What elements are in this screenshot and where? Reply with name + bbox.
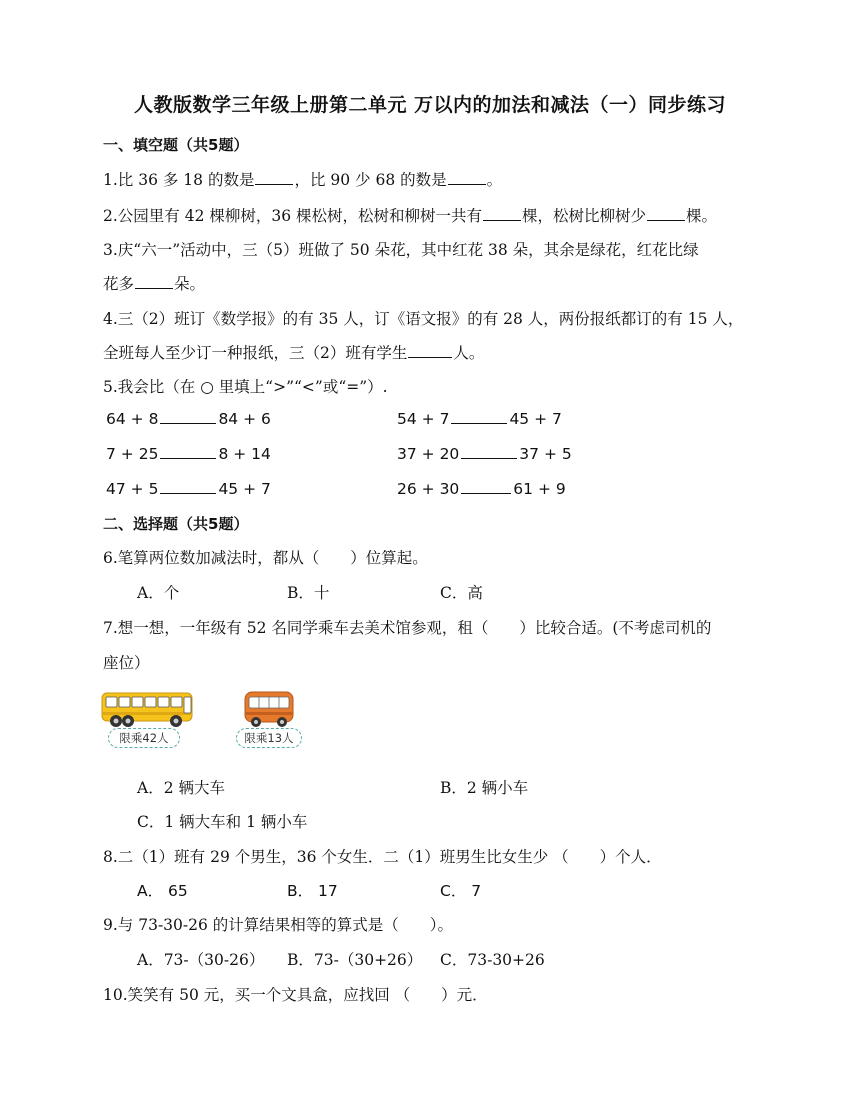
q2-text-a: 2.公园里有 42 棵柳树，36 棵松树，松树和柳树一共有: [103, 207, 483, 225]
compare-blank[interactable]: [461, 481, 511, 494]
compare-right: 37 + 5: [519, 445, 572, 463]
option-c[interactable]: C．高: [440, 584, 483, 602]
compare-item: [106, 410, 271, 428]
option-a[interactable]: A． 65: [137, 882, 188, 900]
compare-item: [106, 445, 271, 463]
option-b[interactable]: B． 17: [287, 882, 338, 900]
question-6: 6.笔算两位数加减法时，都从（ ）位算起。: [103, 549, 428, 567]
option-b[interactable]: B．73-（30+26）: [287, 951, 423, 969]
big-bus-icon: [100, 690, 196, 730]
compare-right: 45 + 7: [509, 410, 562, 428]
section-choice-heading: 二、选择题（共5题）: [103, 515, 249, 533]
option-c[interactable]: C．73-30+26: [440, 951, 545, 969]
compare-left: 47 + 5: [106, 480, 159, 498]
q1-text-b: ，比 90 少 68 的数是: [294, 171, 447, 189]
q4-text-a: 全班每人至少订一种报纸，三（2）班有学生: [103, 344, 408, 362]
big-bus-label: 限乘42人: [108, 728, 180, 748]
q4-text-b: 人。: [453, 344, 485, 362]
compare-item: [397, 480, 566, 498]
question-5-prompt: 5.我会比（在 ○ 里填上“>”“<”或“=”）.: [103, 378, 388, 396]
option-a[interactable]: A．个: [137, 584, 180, 602]
question-1: [103, 168, 502, 190]
question-7-line-2: 座位）: [103, 654, 150, 672]
answer-blank[interactable]: [448, 170, 486, 185]
question-10: 10.笑笑有 50 元，买一个文具盒，应找回 （ ）元．: [103, 986, 488, 1004]
compare-item: [397, 445, 572, 463]
question-2: [103, 204, 717, 226]
question-3-line-2: [103, 272, 205, 294]
question-3-line-1: 3.庆“六一”活动中，三（5）班做了 50 朵花，其中红花 38 朵，其余是绿花，红花比绿: [103, 241, 699, 259]
option-a[interactable]: A．2 辆大车: [137, 779, 225, 797]
q3-text-a: 花多: [103, 275, 135, 293]
compare-left: 7 + 25: [106, 445, 159, 463]
answer-blank[interactable]: [647, 206, 685, 221]
answer-blank[interactable]: [135, 274, 173, 289]
small-bus-icon: [236, 690, 306, 730]
compare-left: 37 + 20: [397, 445, 460, 463]
option-c[interactable]: C． 7: [440, 882, 482, 900]
q1-text-c: 。: [486, 171, 503, 189]
compare-blank[interactable]: [160, 481, 216, 494]
compare-left: 26 + 30: [397, 480, 460, 498]
question-4-line-1: 4.三（2）班订《数学报》的有 35 人，订《语文报》的有 28 人，两份报纸都订的有 15 人，: [103, 310, 744, 328]
option-c[interactable]: C．1 辆大车和 1 辆小车: [137, 813, 308, 831]
answer-blank[interactable]: [255, 170, 293, 185]
small-bus-label: 限乘13人: [236, 728, 302, 748]
option-a[interactable]: A．73-（30-26）: [137, 951, 265, 969]
compare-blank[interactable]: [451, 411, 507, 424]
compare-blank[interactable]: [461, 446, 517, 459]
question-4-line-2: [103, 341, 484, 363]
option-b[interactable]: B．十: [287, 584, 330, 602]
compare-left: 54 + 7: [397, 410, 450, 428]
compare-right: 84 + 6: [218, 410, 271, 428]
answer-blank[interactable]: [483, 206, 521, 221]
section-fill-heading: 一、填空题（共5题）: [103, 136, 249, 154]
small-bus-picture: [236, 690, 306, 750]
compare-blank[interactable]: [160, 411, 216, 424]
q2-text-c: 棵。: [686, 207, 718, 225]
question-9: 9.与 73-30-26 的计算结果相等的算式是（ ）。: [103, 916, 454, 934]
compare-left: 64 + 8: [106, 410, 159, 428]
compare-right: 45 + 7: [218, 480, 271, 498]
option-b[interactable]: B．2 辆小车: [440, 779, 529, 797]
question-7-line-1: 7.想一想，一年级有 52 名同学乘车去美术馆参观，租（ ）比较合适。(不考虑司机的: [103, 619, 712, 637]
compare-right: 61 + 9: [513, 480, 566, 498]
q1-text-a: 1.比 36 多 18 的数是: [103, 171, 255, 189]
answer-blank[interactable]: [408, 343, 452, 358]
q3-text-b: 朵。: [174, 275, 206, 293]
compare-blank[interactable]: [160, 446, 216, 459]
q2-text-b: 棵，松树比柳树少: [522, 207, 647, 225]
compare-right: 8 + 14: [218, 445, 271, 463]
page-title: 人教版数学三年级上册第二单元 万以内的加法和减法（一）同步练习: [133, 94, 727, 116]
compare-item: [106, 480, 271, 498]
big-bus-picture: [100, 690, 196, 750]
question-8: 8.二（1）班有 29 个男生，36 个女生．二（1）班男生比女生少 （ ）个人．: [103, 848, 662, 866]
compare-item: [397, 410, 562, 428]
